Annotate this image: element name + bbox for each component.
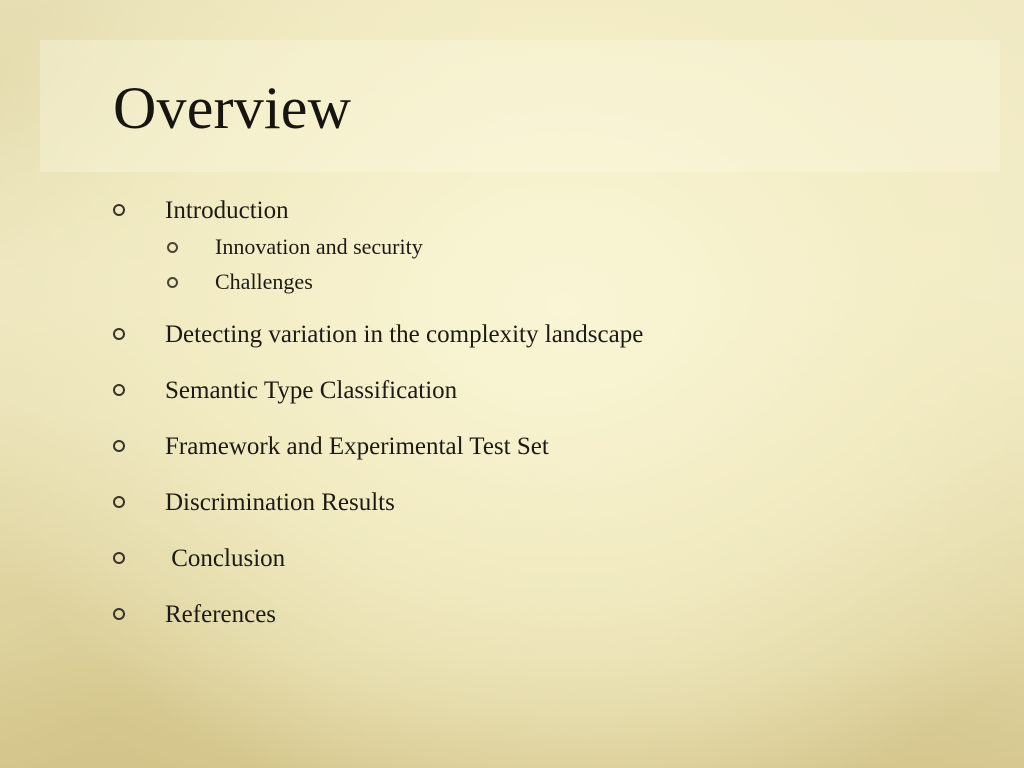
hollow-circle-icon bbox=[113, 440, 125, 452]
sub-list-item-challenges bbox=[165, 265, 865, 300]
list-item-label: Semantic Type Classification bbox=[165, 377, 458, 404]
list-item-label: Introduction bbox=[165, 197, 289, 224]
hollow-circle-icon bbox=[113, 328, 125, 340]
list-item-label: References bbox=[165, 601, 277, 628]
hollow-circle-icon bbox=[167, 242, 178, 253]
hollow-circle-icon bbox=[113, 496, 125, 508]
list-item-complexity bbox=[113, 316, 973, 372]
list-item-label: Detecting variation in the complexity landscape bbox=[165, 321, 644, 348]
hollow-circle-icon bbox=[113, 204, 125, 216]
list-item-conclusion bbox=[113, 540, 973, 596]
hollow-circle-icon bbox=[113, 384, 125, 396]
list-item-introduction bbox=[113, 192, 973, 316]
hollow-circle-icon bbox=[167, 277, 178, 288]
bullet-list bbox=[113, 192, 973, 652]
sub-list-item-innovation bbox=[165, 230, 865, 265]
list-item-results bbox=[113, 484, 973, 540]
list-item-label: Framework and Experimental Test Set bbox=[165, 433, 549, 460]
slide-title: Overview bbox=[113, 75, 352, 141]
hollow-circle-icon bbox=[113, 608, 125, 620]
sub-list-item-label: Challenges bbox=[215, 269, 313, 294]
list-item-semantic bbox=[113, 372, 973, 428]
hollow-circle-icon bbox=[113, 552, 125, 564]
list-item-framework bbox=[113, 428, 973, 484]
list-item-label: Conclusion bbox=[165, 545, 286, 572]
list-item-references bbox=[113, 596, 973, 652]
list-item-label: Discrimination Results bbox=[165, 489, 395, 516]
sub-list-item-label: Innovation and security bbox=[215, 234, 423, 259]
